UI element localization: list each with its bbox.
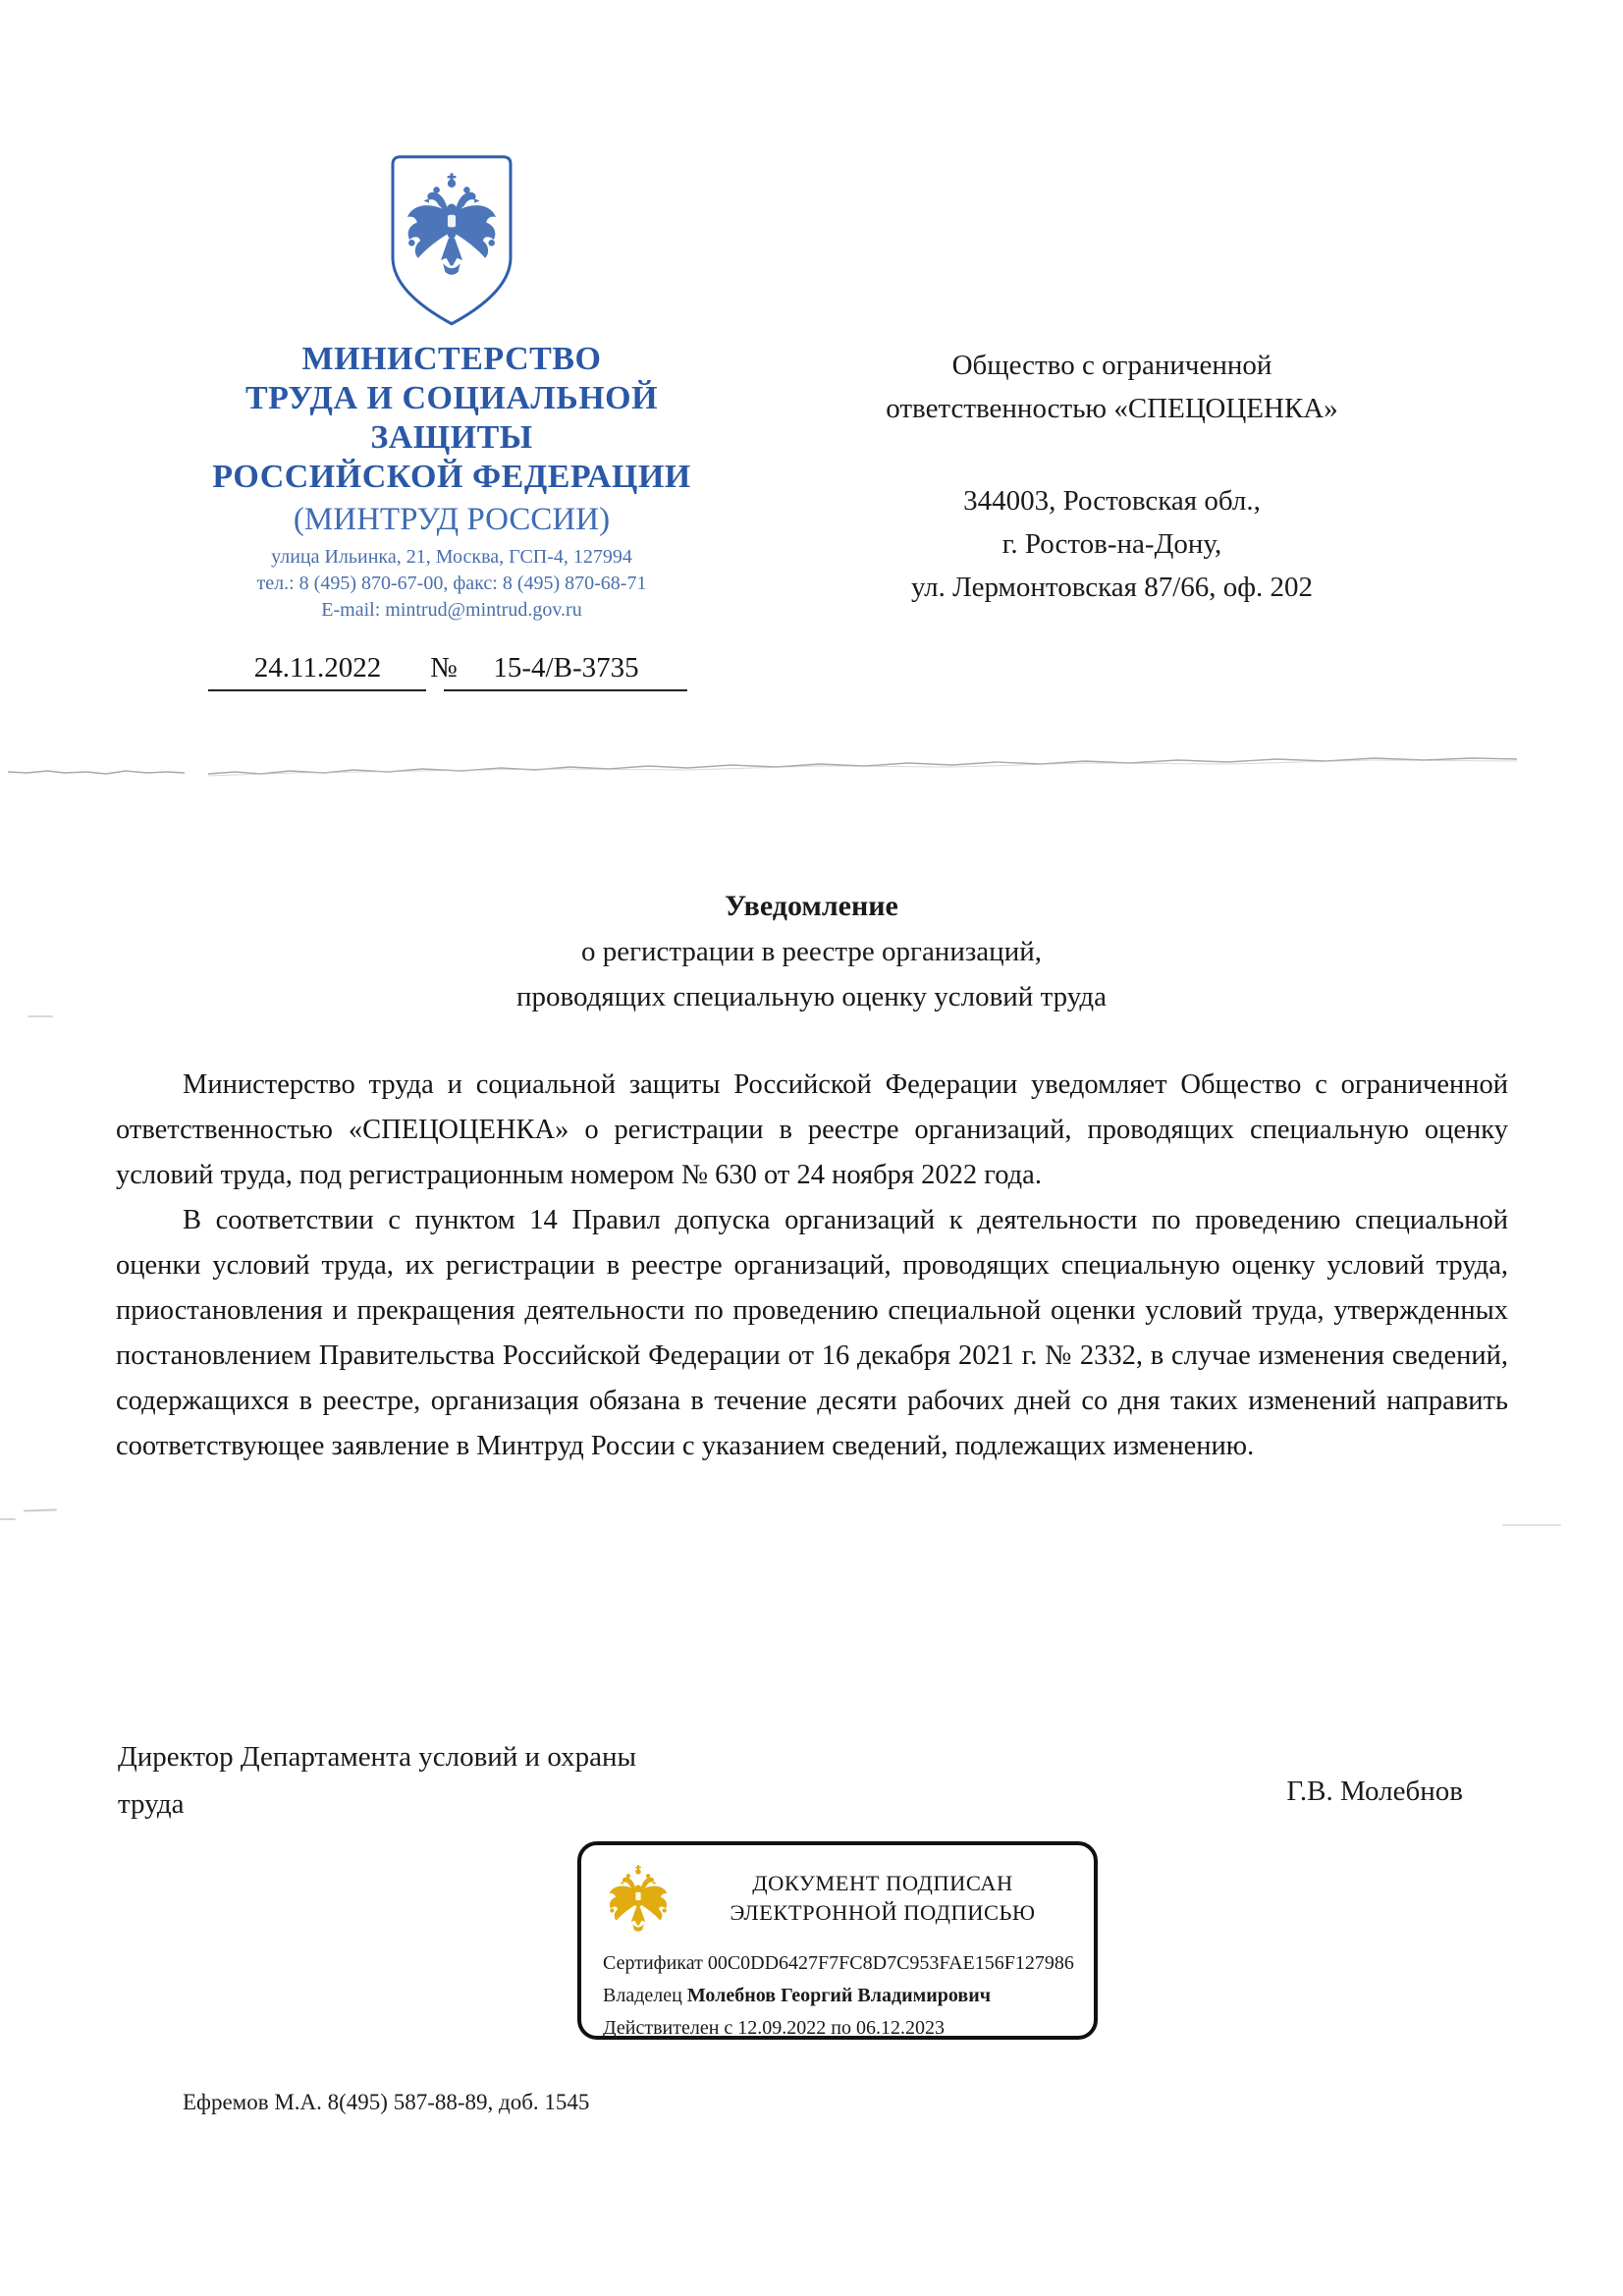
recipient-address-line: ул. Лермонтовская 87/66, оф. 202 <box>910 572 1314 603</box>
number-underline <box>444 689 687 691</box>
scan-fold-artifact <box>0 756 1623 786</box>
certificate-line <box>603 1947 1080 1980</box>
ministry-name-line: ТРУДА И СОЦИАЛЬНОЙ <box>244 380 659 416</box>
recipient-address-line: 344003, Ростовская обл., <box>963 485 1261 517</box>
certificate-label: Сертификат <box>603 1952 703 1974</box>
stamp-info <box>603 1947 1080 2045</box>
ministry-name-line: МИНИСТЕРСТВО <box>301 341 602 377</box>
date-underline <box>208 689 426 691</box>
body-paragraph: В соответствии с пунктом 14 Правил допуска организаций к деятельности по проведению специальной оценки условий труда, их регистрации в реестре организаций, проводящих специальную оценку условий труда, приостановления и прекращения деятельности по проведению специальной оценки условий труда, утвержденных постановлением Правительства Российской Федерации от 16 декабря 2021 г. № 2332, в случае изменения сведений, содержащихся в реестре, организация обязана в течение десяти рабочих дней со дня таких изменений направить соответствующее заявление в Минтруд России с указанием сведений, подлежащих изменению. <box>116 1205 1508 1461</box>
stamp-title-line: ДОКУМЕНТ ПОДПИСАН <box>752 1871 1013 1895</box>
notice-subtitle-line: проводящих специальную оценку условий труда <box>515 981 1108 1012</box>
ministry-letterhead <box>137 147 766 624</box>
owner-value: Молебнов Георгий Владимирович <box>686 1985 991 2006</box>
owner-line <box>603 1980 1080 2012</box>
ministry-email: E-mail: mintrud@mintrud.gov.ru <box>321 599 582 621</box>
recipient-name-line: Общество с ограниченной <box>951 350 1272 381</box>
body-paragraph: Министерство труда и социальной защиты Российской Федерации уведомляет Общество с ограниченной ответственностью «СПЕЦОЦЕНКА» о регистрации в реестре организаций, проводящих специальную оценку условий труда, под регистрационным номером № 630 от 24 ноября 2022 года. <box>116 1069 1508 1190</box>
ministry-phone-fax: тел.: 8 (495) 870-67-00, факс: 8 (495) 870-68-71 <box>256 573 647 594</box>
recipient-block <box>835 344 1389 609</box>
outgoing-number: 15-4/В-3735 <box>493 652 639 683</box>
signatory-name: Г.В. Молебнов <box>1286 1776 1463 1807</box>
scan-artifact <box>0 1518 16 1520</box>
stamp-title-line: ЭЛЕКТРОННОЙ ПОДПИСЬЮ <box>730 1900 1036 1925</box>
coat-of-arms-gold-icon <box>603 1859 674 1940</box>
letter-body <box>116 1063 1508 1469</box>
ministry-address: улица Ильинка, 21, Москва, ГСП-4, 127994 <box>271 546 632 568</box>
electronic-signature-stamp <box>577 1841 1098 2040</box>
recipient-name-line: ответственностью «СПЕЦОЦЕНКА» <box>886 393 1338 424</box>
notice-heading: Уведомление <box>725 890 898 922</box>
ministry-name-line: РОССИЙСКОЙ ФЕДЕРАЦИИ <box>212 459 691 495</box>
ministry-short-name: (МИНТРУД РОССИИ) <box>293 502 611 537</box>
signatory-position <box>118 1733 864 1828</box>
document-title-block <box>0 884 1623 1019</box>
owner-label: Владелец <box>603 1985 682 2006</box>
signatory-position-line: труда <box>118 1788 185 1820</box>
validity-line: Действителен с 12.09.2022 по 06.12.2023 <box>603 2017 945 2039</box>
scan-artifact <box>24 1508 57 1511</box>
signatory-position-line: Директор Департамента условий и охраны <box>118 1741 636 1773</box>
number-sign: № <box>430 652 458 683</box>
notice-subtitle-line: о регистрации в реестре организаций, <box>581 936 1042 967</box>
outgoing-date: 24.11.2022 <box>253 652 382 683</box>
stamp-title <box>683 1869 1082 1928</box>
scan-artifact <box>1502 1524 1561 1526</box>
certificate-value: 00C0DD6427F7FC8D7C953FAE156F127986 <box>707 1952 1074 1974</box>
ministry-name-line: ЗАЩИТЫ <box>370 419 533 456</box>
coat-of-arms-icon <box>378 147 525 336</box>
executor-contact: Ефремов М.А. 8(495) 587-88-89, доб. 1545 <box>183 2090 590 2114</box>
recipient-address-line: г. Ростов-на-Дону, <box>1001 528 1222 560</box>
